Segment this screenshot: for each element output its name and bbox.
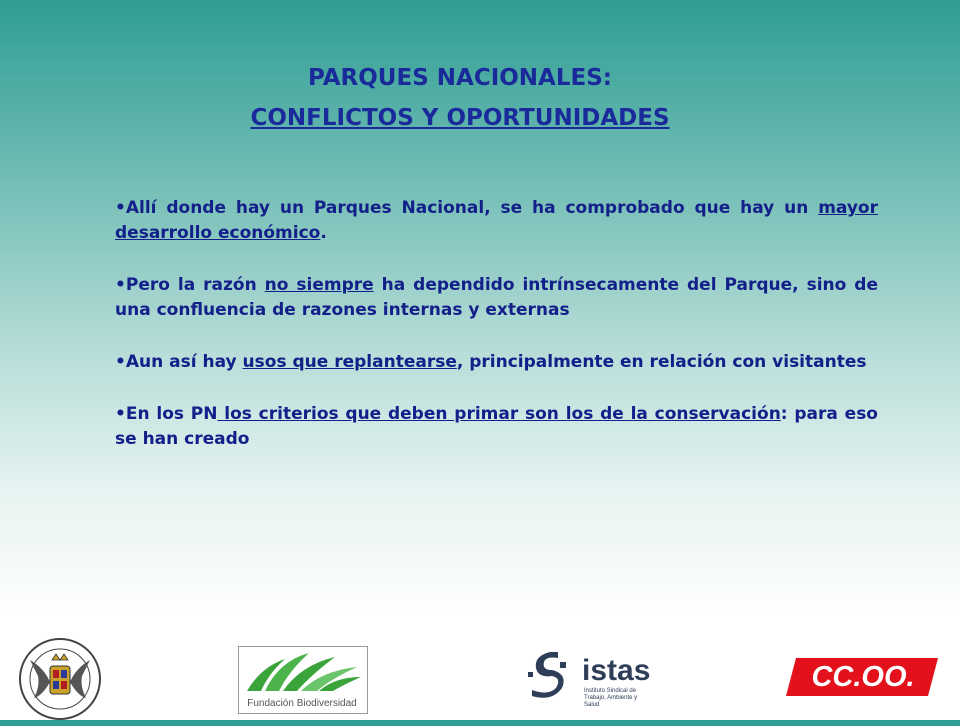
ccoo-logo <box>786 658 938 696</box>
fundacion-biodiversidad-logo <box>238 646 368 714</box>
biodiversidad-label: Fundación Biodiversidad <box>247 698 357 709</box>
title-line-2: CONFLICTOS Y OPORTUNIDADES <box>250 105 670 131</box>
bullet-2-text: •Pero la razón <box>115 275 265 295</box>
istas-symbol-icon <box>526 648 572 698</box>
bullet-list <box>115 196 878 452</box>
university-seal-icon <box>8 636 112 722</box>
logo-footer <box>0 628 960 720</box>
bullet-2-tail: ha dependido intrínsecamente del Parque, sino de una confluencia de razones internas y externas <box>115 275 878 320</box>
bullet-item-1 <box>115 196 878 246</box>
bullet-item-3 <box>115 350 878 375</box>
bullet-3-tail: , principalmente en relación con visitantes <box>456 352 867 372</box>
bullet-1-underlined: mayor desarrollo económico <box>115 198 878 243</box>
ccoo-name: CC.OO. <box>811 661 915 693</box>
bullet-1-tail: . <box>320 223 327 243</box>
bullet-item-4 <box>115 402 878 452</box>
bullet-1-text: •Allí donde hay un Parques Nacional, se ha comprobado que hay un <box>115 198 819 218</box>
bullet-2-underlined: no siempre <box>264 275 374 295</box>
university-seal-logo <box>8 636 112 722</box>
bullet-4-underlined: los criterios que deben primar son los de la conservación <box>217 404 781 424</box>
title-block <box>0 58 920 138</box>
bullet-item-2 <box>115 273 878 323</box>
bullet-4-text: •En los PN <box>115 404 218 424</box>
istas-name: istas <box>582 654 651 687</box>
bullet-3-underlined: usos que replantearse <box>242 352 457 372</box>
bullet-3-text: •Aun así hay <box>115 352 243 372</box>
grass-icon <box>239 647 365 697</box>
istas-logo <box>526 648 676 712</box>
title-line-1: PARQUES NACIONALES: <box>308 65 612 91</box>
bullet-4-tail: : para eso se han creado <box>115 404 878 449</box>
istas-subtitle: Instituto Sindical de Trabajo, Ambiente y Salud <box>584 688 638 708</box>
